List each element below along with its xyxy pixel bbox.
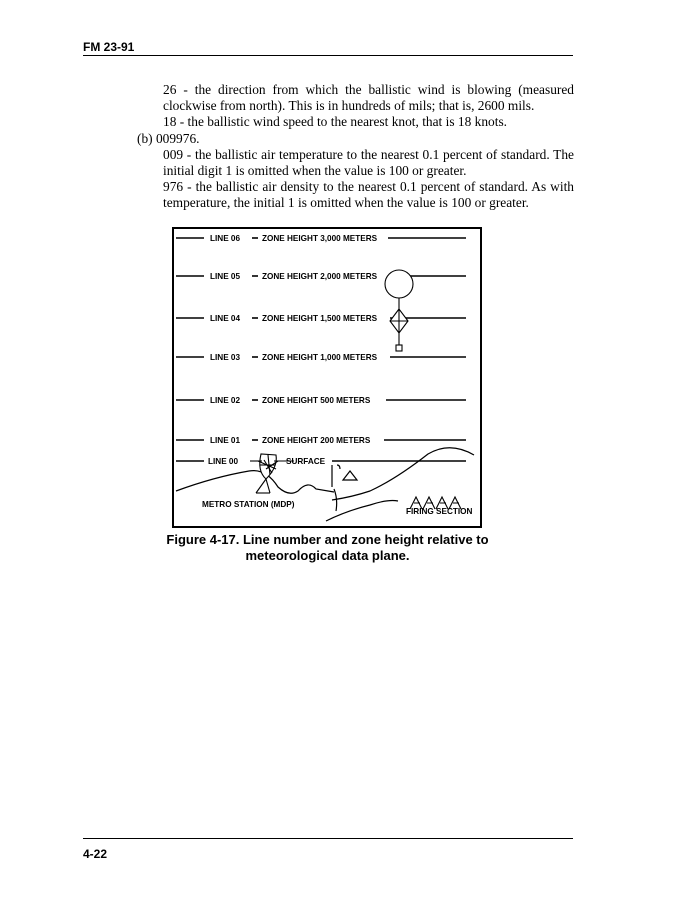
line-02-label: LINE 02	[210, 396, 241, 405]
surface-label: SURFACE	[286, 457, 326, 466]
met-station-triangle-icon	[343, 471, 357, 480]
header-rule	[83, 55, 573, 56]
zone-03-label: ZONE HEIGHT 1,000 METERS	[262, 353, 378, 362]
paragraph-wind-speed: 18 - the ballistic wind speed to the nearest knot, that is 18 knots.	[163, 114, 508, 130]
figure-caption	[135, 532, 520, 564]
metro-station-label: METRO STATION (MDP)	[202, 500, 295, 509]
line-00-label: LINE 00	[208, 457, 239, 466]
page-number: 4-22	[83, 847, 108, 861]
zone-05-label: ZONE HEIGHT 2,000 METERS	[262, 272, 378, 281]
line-06-label: LINE 06	[210, 234, 241, 243]
zone-06-label: ZONE HEIGHT 3,000 METERS	[262, 234, 378, 243]
line-05-label: LINE 05	[210, 272, 241, 281]
line-01-label: LINE 01	[210, 436, 241, 445]
paragraph-temperature: 009 - the ballistic air temperature to the nearest 0.1 percent of standard. The initial digit 1 is omitted when the value is 100 or greater.	[163, 146, 574, 179]
paragraph-wind-direction: 26 - the direction from which the ballistic wind is blowing (measured clockwise from north). This is in hundreds of mils; that is, 2600 mils.	[163, 82, 574, 114]
weather-balloon-icon	[385, 270, 413, 351]
zone-04-label: ZONE HEIGHT 1,500 METERS	[262, 314, 378, 323]
line-03-label: LINE 03	[210, 353, 241, 362]
paragraph-code: (b) 009976.	[137, 130, 200, 146]
caption-line-2: meteorological data plane.	[245, 548, 410, 563]
figure-diagram	[174, 229, 482, 528]
zone-02-label: ZONE HEIGHT 500 METERS	[262, 396, 371, 405]
firing-section-label: FIRING SECTION	[406, 507, 473, 516]
footer-rule	[83, 838, 573, 839]
zone-01-label: ZONE HEIGHT 200 METERS	[262, 436, 371, 445]
line-04-label: LINE 04	[210, 314, 241, 323]
paragraph-density: 976 - the ballistic air density to the nearest 0.1 percent of standard. As with temperature, the initial 1 is omitted when the value is 100 or greater.	[163, 179, 574, 211]
figure-met-data-plane	[172, 227, 482, 528]
document-id: FM 23-91	[83, 40, 135, 54]
caption-line-1: Figure 4-17. Line number and zone height relative to	[166, 532, 489, 547]
body-text	[137, 82, 574, 212]
